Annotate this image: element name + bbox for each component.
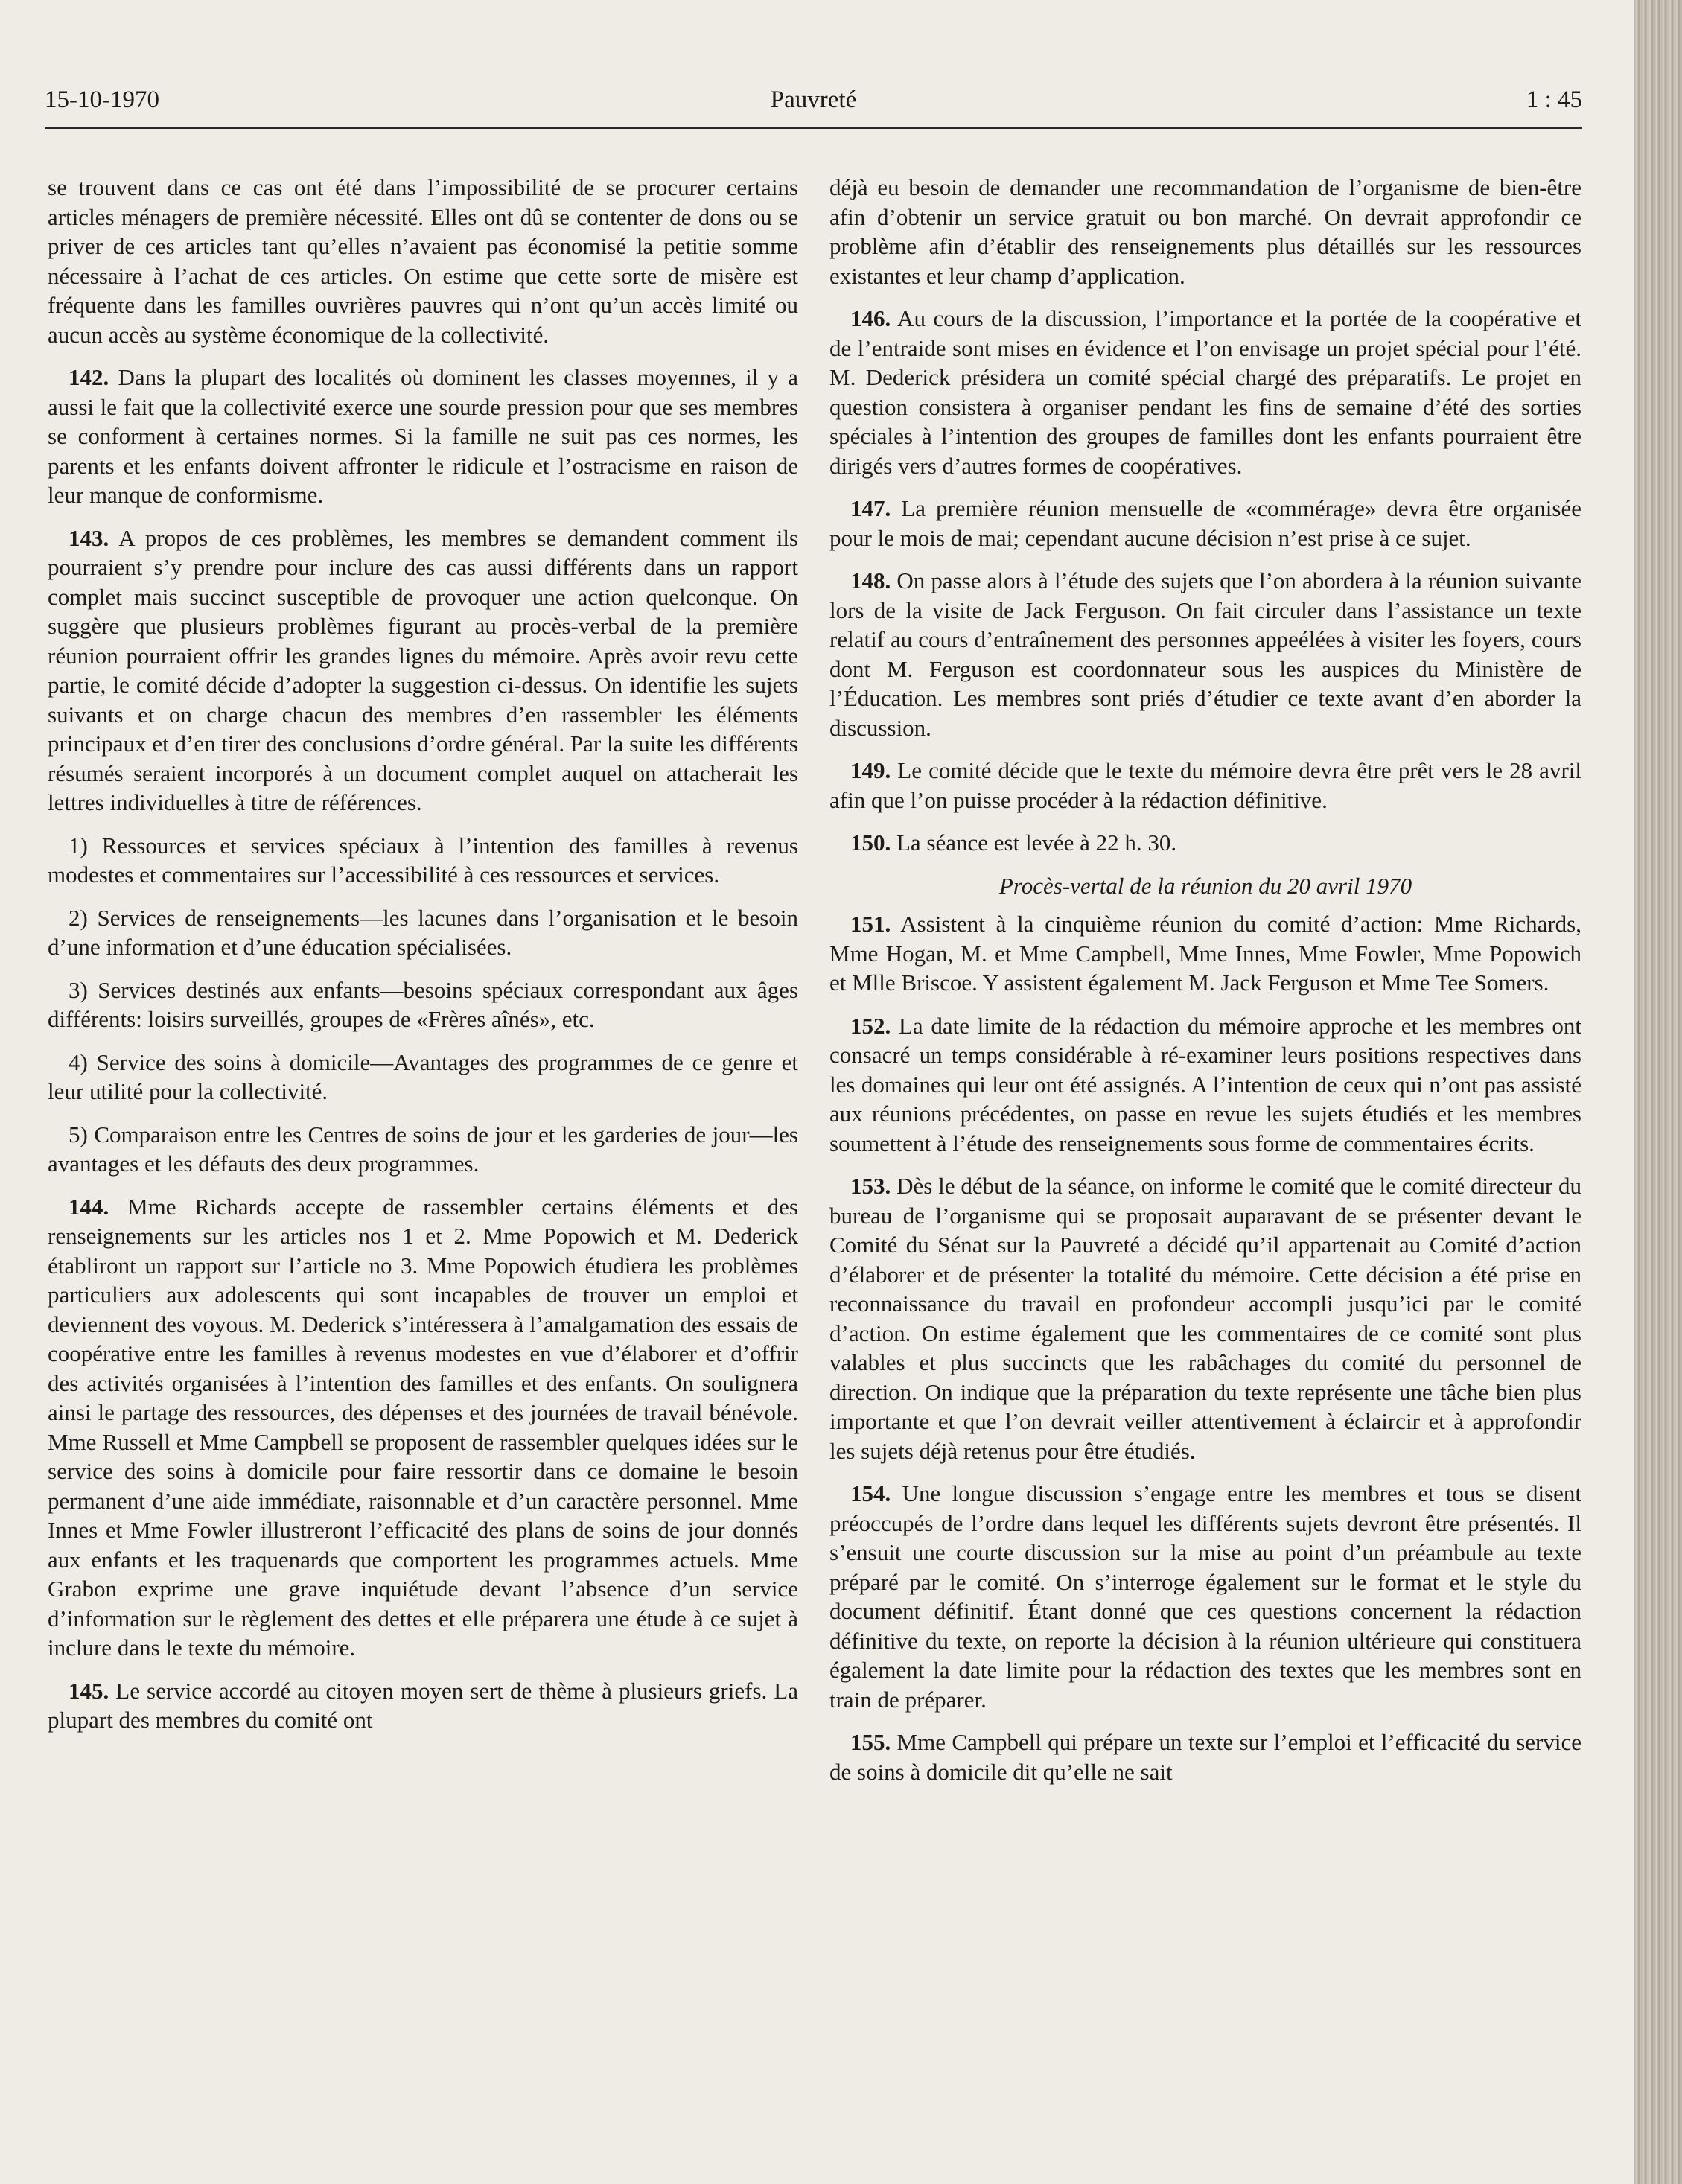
paragraph-144: 144. Mme Richards accepte de rassembler certains éléments et des renseignements sur les articles nos 1 et 2. Mme Popowich et M. Dederick établiront un rapport sur l’article no 3. Mme Popowich étudiera les problèmes particuliers aux adolescents qui sont incapables de trouver un emploi et deviennent des voyous. M. Dederick s’intéressera à l’amalgamation des essais de coopérative entre les familles à revenus modestes en vue d’élaborer et d’offrir des activités organisées à l’intention des familles et des enfants. On soulignera ainsi le partage des ressources, des dépenses et des journées de travail bénévole. Mme Russell et Mme Campbell se proposent de rassembler quelques idées sur le service des soins à domicile pour faire ressortir dans ce domaine le besoin permanent d’une aide immédiate, raisonnable et d’un caractère personnel. Mme Innes et Mme Fowler illustreront l’efficacité des plans de soins de jour donnés aux enfants et les traquenards que comportent les programmes actuels. Mme Grabon exprime une grave inquiétude devant l’absence d’un service d’information sur le règlement des dettes et elle préparera une étude à ce sujet à inclure dans le texte du mémoire. bbox=[48, 1193, 798, 1661]
paragraph-number: 155. bbox=[850, 1729, 891, 1755]
list-item-3: 3) Services destinés aux enfants—besoins spéciaux correspondant aux âges différents: loisirs surveillés, groupes de «Frères aînés», etc. bbox=[48, 976, 798, 1032]
header-page-number: 1 : 45 bbox=[1526, 86, 1582, 113]
paragraph-number: 144. bbox=[69, 1193, 109, 1220]
paragraph-number: 148. bbox=[850, 567, 891, 593]
paragraph-145: 145. Le service accordé au citoyen moyen sert de thème à plusieurs griefs. La plupart des membres du comité ont bbox=[48, 1677, 798, 1733]
paragraph-number: 145. bbox=[69, 1677, 109, 1704]
paragraph-147: 147. La première réunion mensuelle de «commérage» devra être organisée pour le mois de mai; cependant aucune décision n’est prise à ce sujet. bbox=[829, 495, 1581, 551]
paragraph-153: 153. Dès le début de la séance, on informe le comité que le comité directeur du bureau de l’organisme qui se proposait auparavant de se présenter devant le Comité du Sénat sur la Pauvreté a décidé qu’il appartenait au Comité d’action d’élaborer et de présenter la totalité du mémoire. Cette décision a été prise en reconnaissance du travail en profondeur accompli jusqu’ici par le comité d’action. On estime également que les commentaires de ce comité sont plus valables et plus succincts que les rabâchages du comité du personnel de direction. On indique que la préparation du texte représente une tâche bien plus importante et que l’on devrait veiller attentivement à éclaircir et à approfondir les sujets déjà retenus pour être étudiés. bbox=[829, 1173, 1581, 1464]
header-rule bbox=[45, 127, 1582, 129]
paragraph-143: 143. A propos de ces problèmes, les membres se demandent comment ils pourraient s’y prendre pour inclure des cas aussi différents dans un rapport complet mais succinct susceptible de provoquer une action quelconque. On suggère que plusieurs problèmes figurant au procès-verbal de la première réunion pourraient offrir les grandes lignes du mémoire. Après avoir revu cette partie, le comité décide d’adopter la suggestion ci-dessus. On identifie les sujets suivants et on charge chacun des membres d’en rassembler les éléments principaux et d’en tirer des conclusions d’ordre général. Par la suite les différents résumés seraient incorporés à un document complet auquel on attacherait les lettres individuelles à titre de références. bbox=[48, 524, 798, 815]
paragraph-number: 149. bbox=[850, 757, 891, 783]
paragraph-number: 146. bbox=[850, 305, 891, 331]
header-date: 15-10-1970 bbox=[45, 86, 159, 113]
paragraph-150: 150. La séance est levée à 22 h. 30. bbox=[850, 830, 1177, 856]
paragraph-155: 155. Mme Campbell qui prépare un texte sur l’emploi et l’efficacité du service de soins à domicile dit qu’elle ne sait bbox=[829, 1729, 1581, 1785]
paragraph: déjà eu besoin de demander une recommandation de l’organisme de bien-être afin d’obtenir un service gratuit ou bon marché. On devrait approfondir ce problème afin d’établir des renseignements plus détaillés sur les ressources existantes et leur champ d’application. bbox=[829, 174, 1581, 289]
list-item-5: 5) Comparaison entre les Centres de soins de jour et les garderies de jour—les avantages et les défauts des deux programmes. bbox=[48, 1121, 798, 1177]
right-column bbox=[829, 173, 1581, 2153]
header-title: Pauvreté bbox=[770, 86, 857, 113]
book-page-edge bbox=[1634, 0, 1682, 2184]
list-item-2: 2) Services de renseignements—les lacunes dans l’organisation et le besoin d’une information et d’une éducation spécialisées. bbox=[48, 904, 798, 960]
left-column bbox=[48, 173, 798, 2153]
paragraph: se trouvent dans ce cas ont été dans l’impossibilité de se procurer certains articles ménagers de première nécessité. Elles ont dû se contenter de dons ou se priver de ces articles tant qu’elles n’avaient pas économisé la petitie somme nécessaire à l’achat de ces articles. On estime que cette sorte de misère est fréquente dans les familles ouvrières pauvres qui n’ont qu’un accès limité ou aucun accès au système économique de la collectivité. bbox=[48, 174, 798, 348]
paragraph-number: 142. bbox=[69, 364, 109, 390]
paragraph-number: 143. bbox=[69, 524, 109, 551]
paragraph-152: 152. La date limite de la rédaction du mémoire approche et les membres ont consacré un temps considérable à ré-examiner leurs positions respectives dans les domaines qui leur ont été assignés. A l’intention de ceux qui n’ont pas assisté aux réunions précédentes, on passe en revue les sujets étudiés et les membres soumettent à l’étude des renseignements sous forme de commentaires écrits. bbox=[829, 1012, 1581, 1156]
paragraph-number: 154. bbox=[850, 1480, 891, 1506]
paragraph-number: 150. bbox=[850, 830, 891, 856]
list-item-1: 1) Ressources et services spéciaux à l’intention des familles à revenus modestes et commentaires sur l’accessibilité à ces ressources et services. bbox=[48, 832, 798, 888]
paragraph-149: 149. Le comité décide que le texte du mémoire devra être prêt vers le 28 avril afin que l’on puisse procéder à la rédaction définitive. bbox=[829, 757, 1581, 813]
paragraph-154: 154. Une longue discussion s’engage entre les membres et tous se disent préoccupés de l’ordre dans lequel les différents sujets devront être présentés. Il s’ensuit une courte discussion sur la mise au point d’un préambule au texte préparé par le comité. On s’interroge également sur le format et le style du document définitif. Étant donné que ces questions concernent la rédaction définitive du texte, on reporte la décision à la réunion ultérieure qui constituera également la date limite pour la rédaction des textes que les membres sont en train de préparer. bbox=[829, 1480, 1581, 1713]
paragraph-148: 148. On passe alors à l’étude des sujets que l’on abordera à la réunion suivante lors de la visite de Jack Ferguson. On fait circuler dans l’assistance un texte relatif au cours d’entraînement des personnes appeélées à visiter les foyers, cours dont M. Ferguson est coordonnateur sous les auspices du Ministère de l’Éducation. Les membres sont priés d’étudier ce texte avant d’en aborder la discussion. bbox=[829, 567, 1581, 741]
paragraph-142: 142. Dans la plupart des localités où dominent les classes moyennes, il y a aussi le fait que la collectivité exerce une sourde pression pour que ses membres se conforment à certaines normes. Si la famille ne suit pas ces normes, les parents et les enfants doivent affronter le ridicule et l’ostracisme en raison de leur manque de conformisme. bbox=[48, 364, 798, 508]
paragraph-number: 153. bbox=[850, 1173, 891, 1199]
paragraph-number: 151. bbox=[850, 911, 891, 937]
list-item-4: 4) Service des soins à domicile—Avantages des programmes de ce genre et leur utilité pour la collectivité. bbox=[48, 1048, 798, 1104]
section-heading: Procès-vertal de la réunion du 20 avril 1970 bbox=[998, 872, 1412, 899]
paragraph-151: 151. Assistent à la cinquième réunion du comité d’action: Mme Richards, Mme Hogan, M. et Mme Campbell, Mme Innes, Mme Fowler, Mme Popowich et Mlle Briscoe. Y assistent également M. Jack Ferguson et Mme Tee Somers. bbox=[829, 911, 1581, 996]
paragraph-number: 147. bbox=[850, 495, 891, 521]
paragraph-number: 152. bbox=[850, 1012, 891, 1039]
paragraph-146: 146. Au cours de la discussion, l’importance et la portée de la coopérative et de l’entraide sont mises en évidence et l’on envisage un projet spécial pour l’été. M. Dederick présidera un comité spécial chargé des préparatifs. Le projet en question consistera à organiser pendant les fins de semaine d’été des sorties spéciales à l’intention des groupes de familles dont les enfants pourraient être dirigés vers d’autres formes de coopératives. bbox=[829, 305, 1581, 479]
page-header bbox=[45, 80, 1582, 125]
